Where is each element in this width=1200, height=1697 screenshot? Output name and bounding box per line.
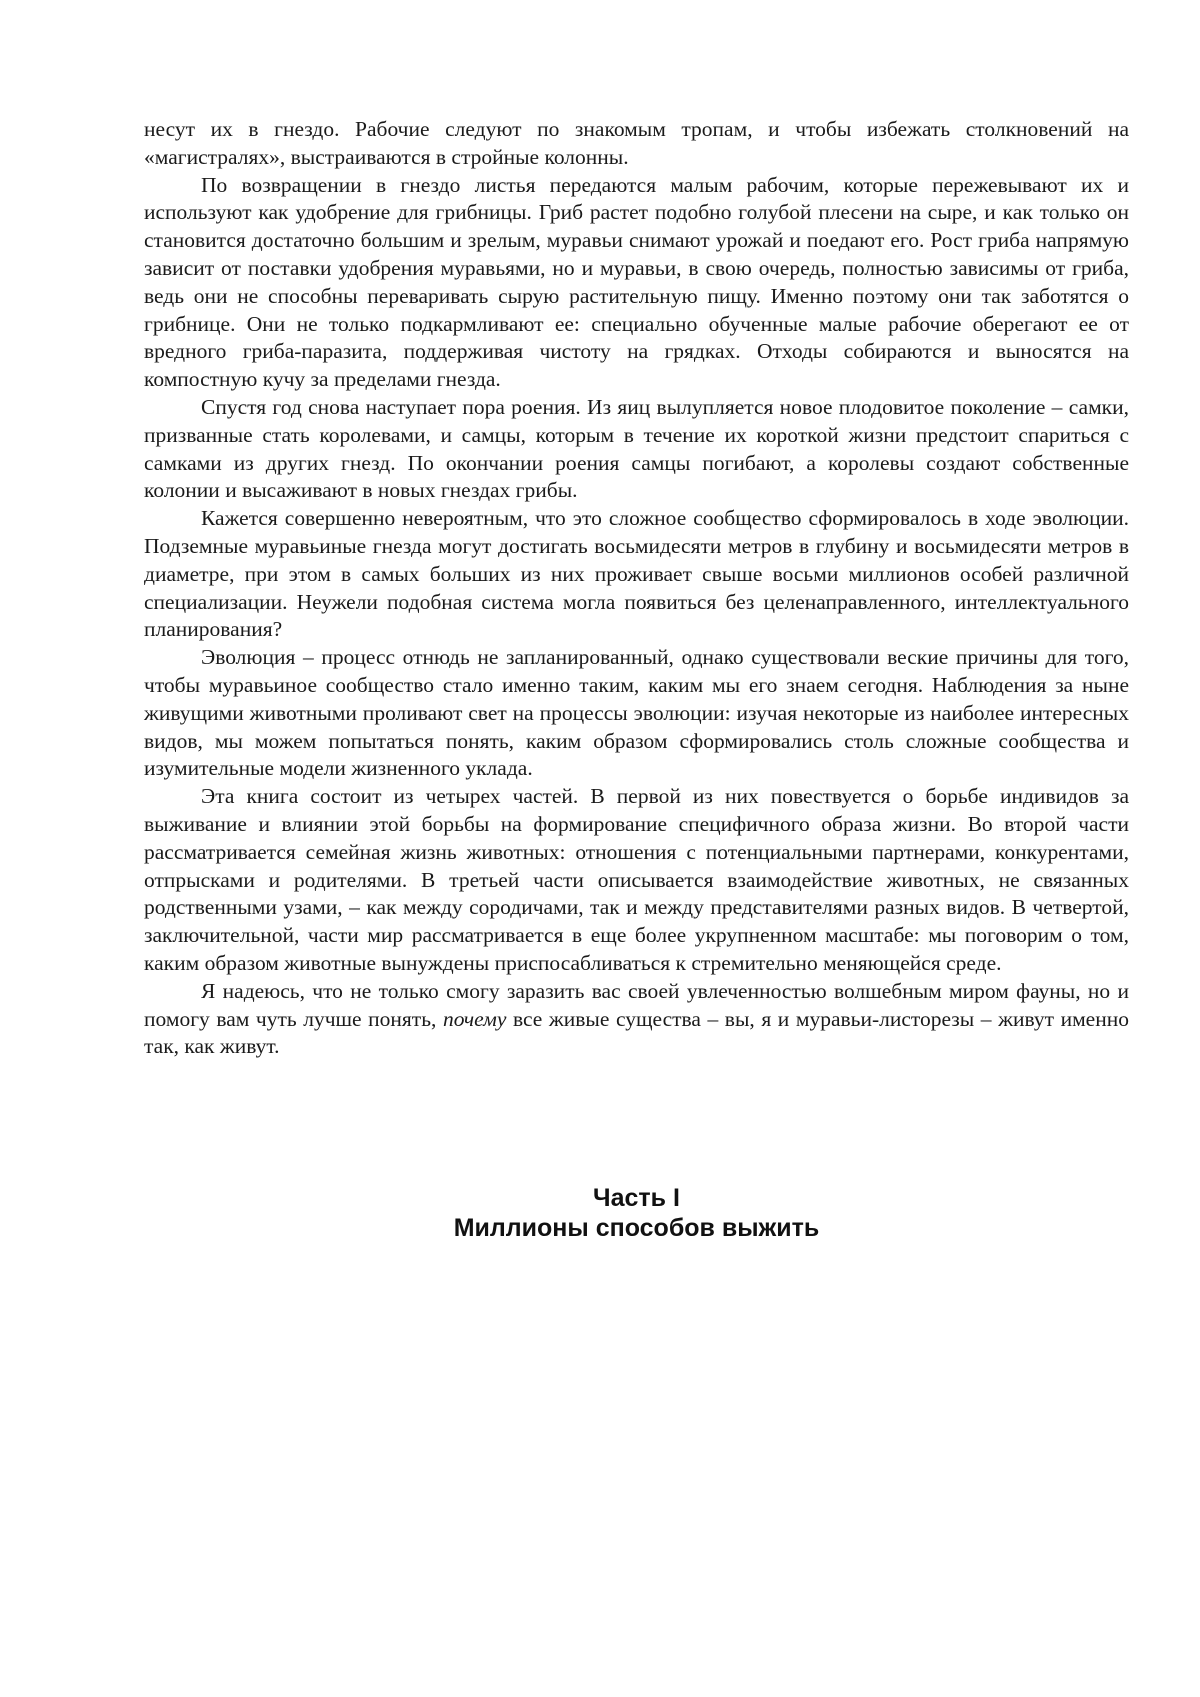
paragraph-6: Эта книга состоит из четырех частей. В первой из них повествуется о борьбе индивидов за выживание и влиянии этой борьбы на формирование специфичного образа жизни. Во второй части рассматривается семейная жизнь животных: отношения с потенциальными партнерами, конкурентами, отпрысками и родителями. В третьей части описывается взаимодействие животных, не связанных родственными узами, – как между сородичами, так и между представителями разных видов. В четвертой, заключительной, части мир рассматривается в еще более укрупненном масштабе: мы поговорим о том, каким образом животные вынуждены приспосабливаться к стремительно меняющейся среде. [144,784,1129,975]
paragraph-3: Спустя год снова наступает пора роения. Из яиц вылупляется новое плодовитое поколение – самки, призванные стать королевами, и самцы, которым в течение их короткой жизни предстоит спариться с самками из других гнезд. По окончании роения самцы погибают, а королевы создают собственные колонии и высаживают в новых гнездах грибы. [144,394,1129,503]
part-number: Часть I [593,1184,680,1212]
paragraph-4: Кажется совершенно невероятным, что это сложное сообщество сформировалось в ходе эволюции. Подземные муравьиные гнезда могут достигать восьмидесяти метров в глубину и восьмидесяти метров в диаметре, при этом в самых больших из них проживает свыше восьми миллионов особей различной специализации. Неужели подобная система могла появиться без целенаправленного, интеллектуального планирования? [144,506,1129,642]
paragraph-1: несут их в гнездо. Рабочие следуют по знакомым тропам, и чтобы избежать столкновений на «магистралях», выстраиваются в стройные колонны. [144,117,1129,169]
paragraph-7 [144,978,1129,1061]
paragraph-2: По возвращении в гнездо листья передаются малым рабочим, которые пережевывают их и используют как удобрение для грибницы. Гриб растет подобно голубой плесени на сыре, и как только он становится достаточно большим и зрелым, муравьи снимают урожай и поедают его. Рост гриба напрямую зависит от поставки удобрения муравьями, но и муравьи, в свою очередь, полностью зависимы от гриба, ведь они не способны переваривать сырую растительную пищу. Именно поэтому они так заботятся о грибнице. Они не только подкармливают ее: специально обученные малые рабочие оберегают ее от вредного гриба-паразита, поддерживая чистоту на грядках. Отходы собираются и выносятся на компостную кучу за пределами гнезда. [144,172,1129,392]
paragraph-7-text-start: Я надеюсь, что не только смогу заразить вас своей увлеченностью волшебным миром фауны, но и помогу вам чуть лучше понять, [144,978,1129,1031]
body-text [144,116,1129,1061]
paragraph-5: Эволюция – процесс отнюдь не запланированный, однако существовали веские причины для того, чтобы муравьиное сообщество стало именно таким, каким мы его знаем сегодня. Наблюдения за ныне живущими животными проливают свет на процессы эволюции: изучая некоторые из наиболее интересных видов, мы можем попытаться понять, каким образом сформировались столь сложные сообщества и изумительные модели жизненного уклада. [144,645,1129,781]
paragraph-7-text-end: все живые существа – вы, я и муравьи-листорезы – живут именно так, как живут. [144,1006,1129,1059]
part-heading [144,1183,1129,1243]
part-title: Миллионы способов выжить [453,1214,820,1242]
paragraph-7-emphasis: почему [442,1006,507,1031]
